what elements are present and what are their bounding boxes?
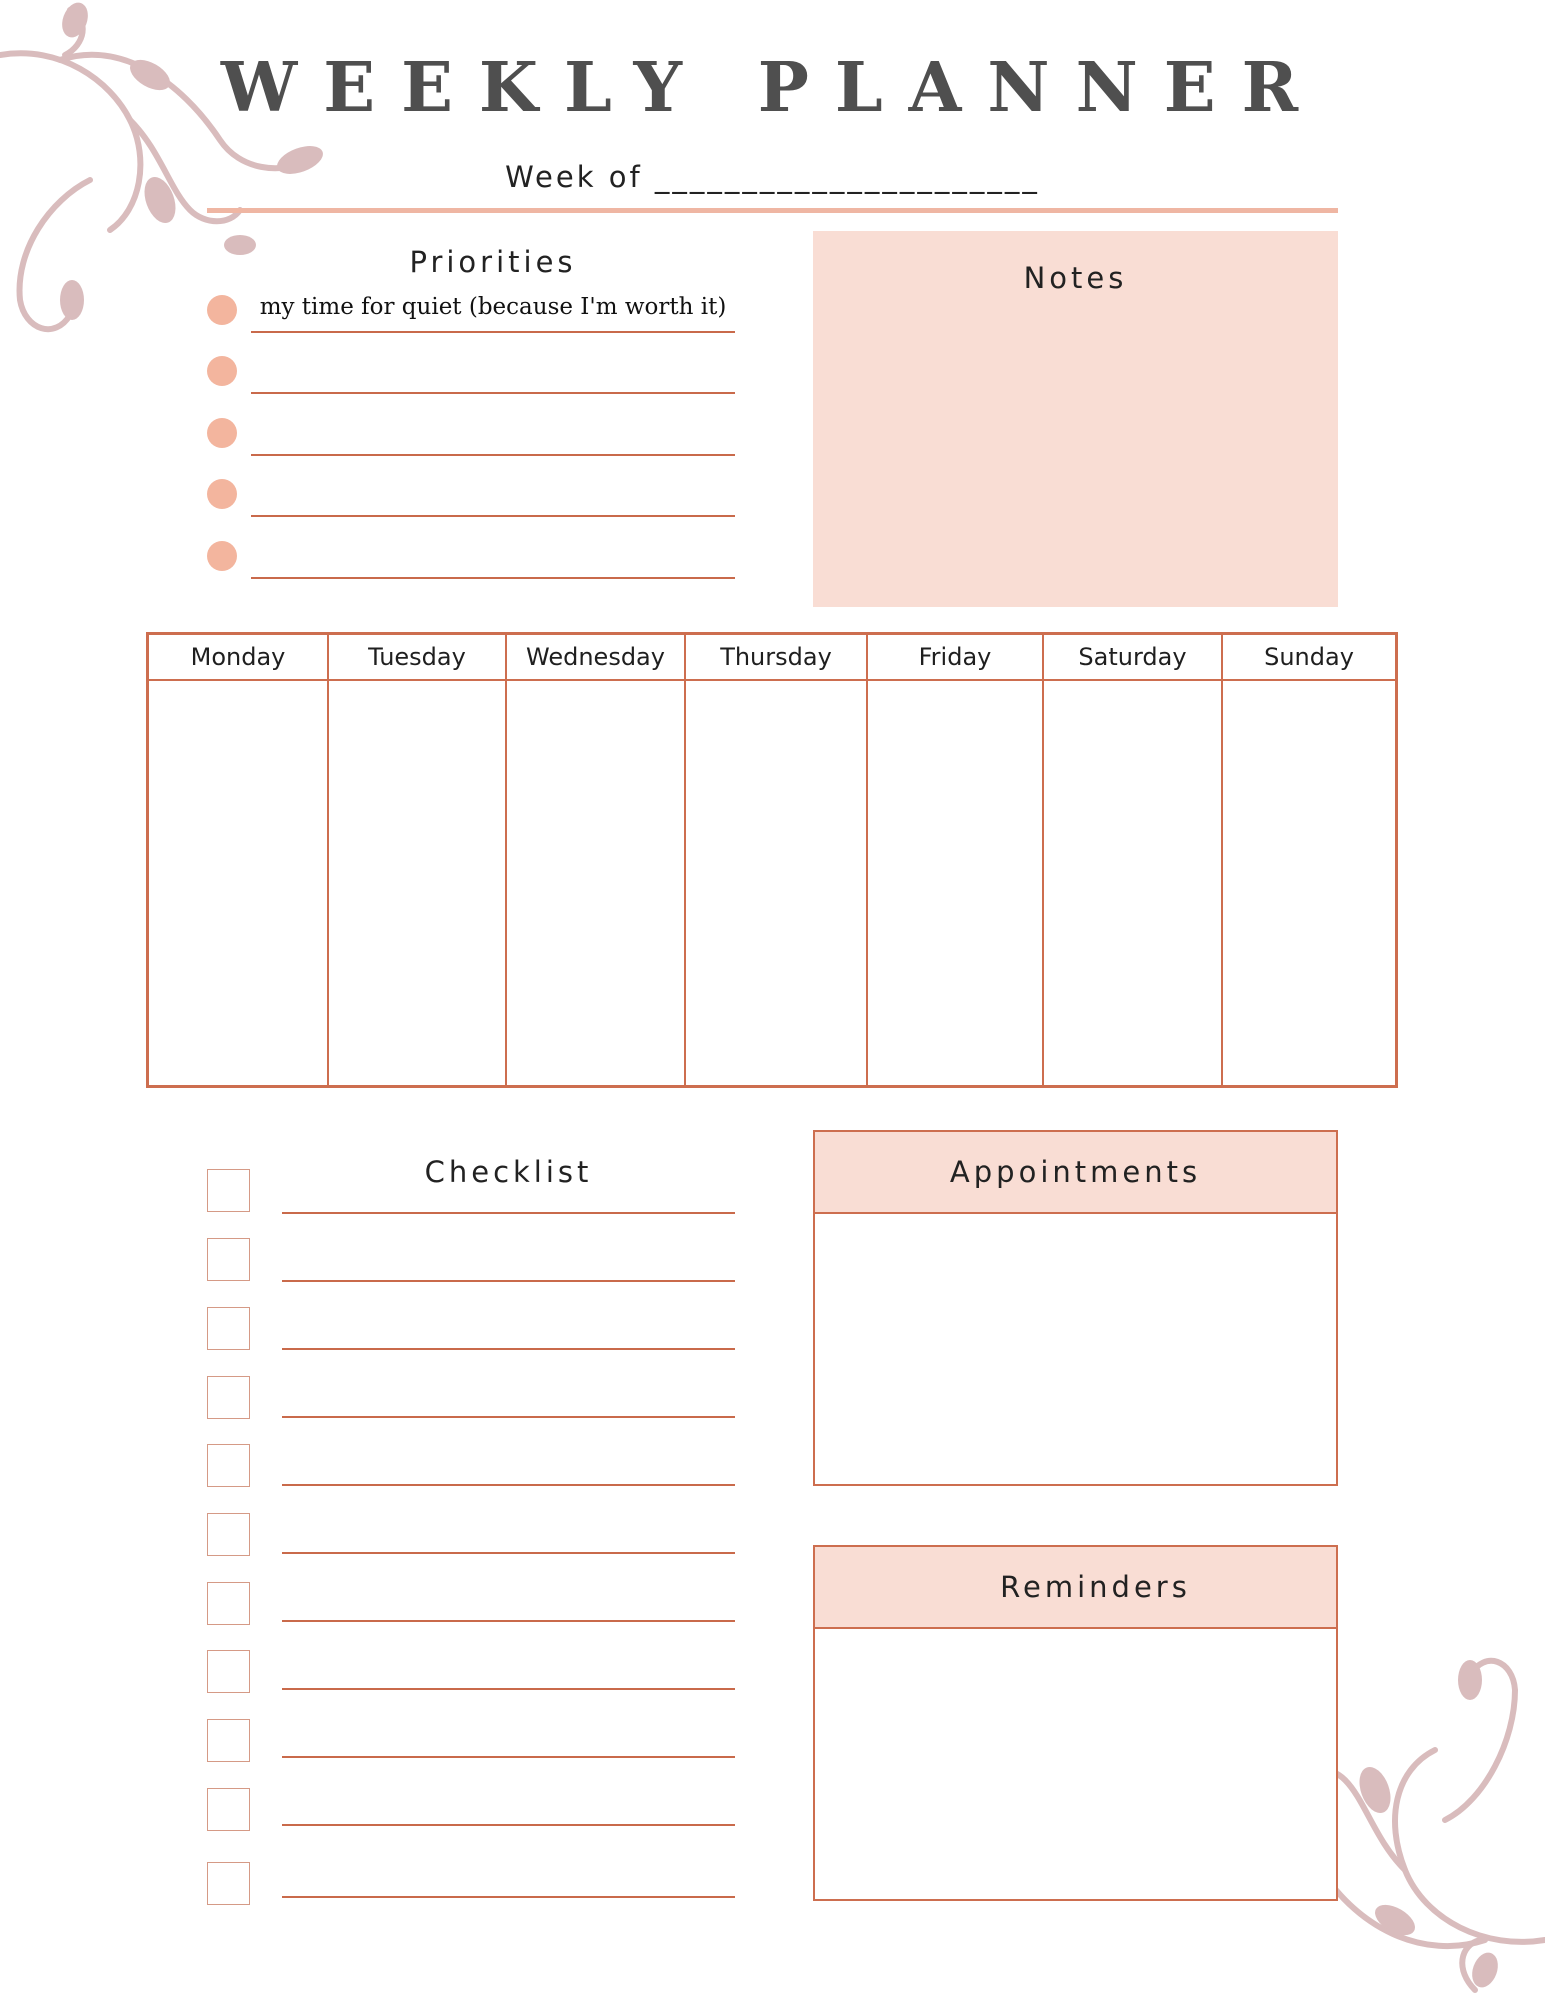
checklist-title: Checklist	[424, 1155, 593, 1189]
page-title: WEEKLY PLANNER	[220, 48, 1325, 128]
priority-bullet-icon	[207, 356, 237, 386]
header-divider	[207, 208, 1338, 213]
day-column-saturday[interactable]	[1042, 635, 1221, 1085]
checklist-checkbox[interactable]	[207, 1307, 250, 1350]
checklist-checkbox[interactable]	[207, 1650, 250, 1693]
priority-line[interactable]	[251, 515, 735, 517]
week-of-field[interactable]: Week of ______________________	[505, 160, 1040, 194]
checklist-line[interactable]	[282, 1484, 735, 1486]
checklist-line[interactable]	[282, 1212, 735, 1214]
checklist-line[interactable]	[282, 1348, 735, 1350]
day-header: Saturday	[1044, 635, 1221, 681]
day-header: Monday	[149, 635, 327, 681]
priority-item-text[interactable]: my time for quiet (because I'm worth it)	[259, 294, 727, 320]
notes-title: Notes	[1023, 261, 1128, 295]
checklist-checkbox[interactable]	[207, 1862, 250, 1905]
day-column-wednesday[interactable]	[505, 635, 684, 1085]
day-header: Sunday	[1223, 635, 1395, 681]
checklist-checkbox[interactable]	[207, 1169, 250, 1212]
priority-line[interactable]	[251, 577, 735, 579]
reminders-title: Reminders	[815, 1547, 1336, 1629]
checklist-checkbox[interactable]	[207, 1788, 250, 1831]
checklist-line[interactable]	[282, 1896, 735, 1898]
checklist-line[interactable]	[282, 1824, 735, 1826]
day-column-sunday[interactable]	[1221, 635, 1395, 1085]
checklist-line[interactable]	[282, 1688, 735, 1690]
day-header: Thursday	[686, 635, 866, 681]
day-column-monday[interactable]	[149, 635, 327, 1085]
day-column-thursday[interactable]	[684, 635, 866, 1085]
checklist-line[interactable]	[282, 1280, 735, 1282]
appointments-panel[interactable]	[813, 1130, 1338, 1486]
priority-line[interactable]	[251, 392, 735, 394]
day-column-tuesday[interactable]	[327, 635, 505, 1085]
checklist-line[interactable]	[282, 1620, 735, 1622]
notes-box[interactable]	[813, 231, 1338, 607]
priority-line[interactable]	[251, 454, 735, 456]
day-column-friday[interactable]	[866, 635, 1042, 1085]
priorities-title: Priorities	[409, 245, 577, 279]
checklist-checkbox[interactable]	[207, 1719, 250, 1762]
checklist-checkbox[interactable]	[207, 1444, 250, 1487]
reminders-panel[interactable]	[813, 1545, 1338, 1901]
day-header: Wednesday	[507, 635, 684, 681]
checklist-checkbox[interactable]	[207, 1376, 250, 1419]
week-grid	[146, 632, 1398, 1088]
day-header: Tuesday	[329, 635, 505, 681]
checklist-line[interactable]	[282, 1756, 735, 1758]
priority-bullet-icon	[207, 418, 237, 448]
priority-bullet-icon	[207, 479, 237, 509]
checklist-line[interactable]	[282, 1416, 735, 1418]
day-header: Friday	[868, 635, 1042, 681]
checklist-checkbox[interactable]	[207, 1238, 250, 1281]
priority-bullet-icon	[207, 295, 237, 325]
priority-bullet-icon	[207, 541, 237, 571]
checklist-line[interactable]	[282, 1552, 735, 1554]
priority-line[interactable]	[251, 331, 735, 333]
checklist-checkbox[interactable]	[207, 1513, 250, 1556]
appointments-title: Appointments	[815, 1132, 1336, 1214]
checklist-checkbox[interactable]	[207, 1582, 250, 1625]
